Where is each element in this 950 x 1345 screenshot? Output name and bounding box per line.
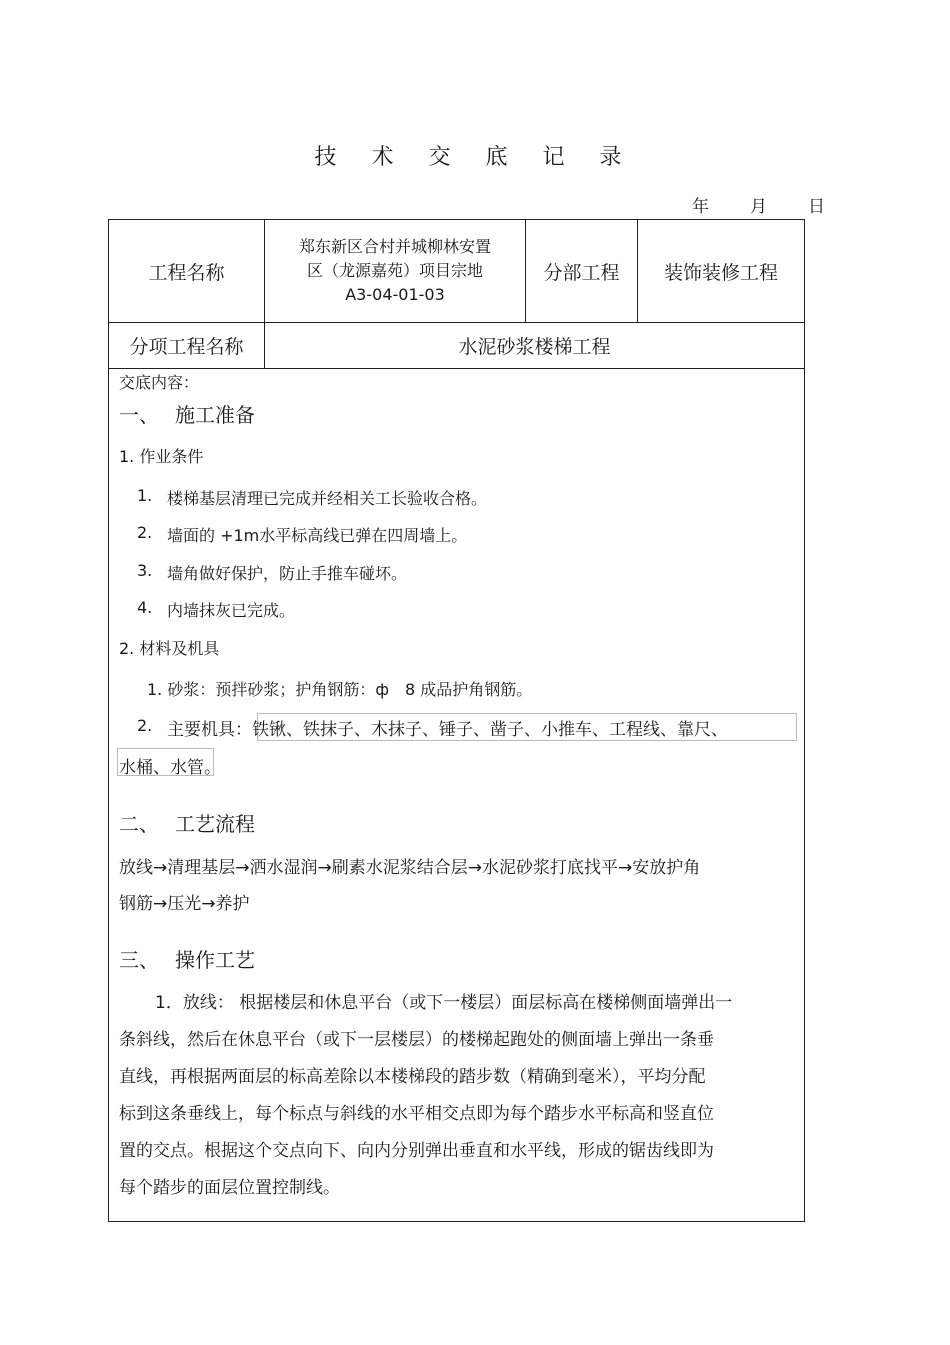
record-table (108, 219, 805, 1222)
section3-heading: 操作工艺 (175, 948, 255, 972)
operation-text-line: 置的交点。根据这个交点向下、向内分别弹出垂直和水平线，形成的锯齿线即为 (119, 1141, 714, 1161)
project-name-value (265, 220, 526, 322)
section3-number: 三、 (119, 948, 159, 972)
condition-text: 内墙抹灰已完成。 (167, 601, 296, 620)
condition-text: 墙角做好保护，防止手推车碰坏。 (167, 564, 408, 583)
materials-tools-line2: 水桶、水管。 (119, 758, 221, 778)
division-value: 装饰装修工程 (663, 261, 778, 284)
operation-text-line: 每个踏步的面层位置控制线。 (119, 1178, 340, 1198)
section2-number: 二、 (119, 812, 159, 836)
operation-text-line: 标到这条垂线上，每个标点与斜线的水平相交点即为每个踏步水平标高和竖直位 (119, 1104, 714, 1124)
header-row-project (109, 220, 804, 323)
date-line (692, 192, 825, 217)
condition-number: 4. (137, 598, 153, 617)
section1-heading: 施工准备 (175, 403, 255, 427)
project-name-line: 郑东新区合村并城柳林安置 (298, 237, 491, 256)
section2-heading: 工艺流程 (175, 812, 255, 836)
process-flow-line1: 放线→清理基层→洒水湿润→刷素水泥浆结合层→水泥砂浆打底找平→安放护角 (119, 858, 701, 878)
operation-text-line: 1．放线： 根据楼层和休息平台（或下一楼层）面层标高在楼梯侧面墙弹出一 (155, 993, 733, 1013)
header-row-subitem (109, 322, 804, 369)
content-label: 交底内容： (119, 373, 200, 392)
condition-number: 3. (137, 561, 153, 580)
materials-tools-number: 2. (137, 716, 153, 735)
subsection-materials: 2. 材料及机具 (119, 639, 220, 658)
condition-text: 楼梯基层清理已完成并经相关工长验收合格。 (167, 489, 488, 508)
subsection-work-conditions: 1. 作业条件 (119, 447, 204, 466)
date-day: 日 (808, 197, 825, 217)
materials-mortar: 1. 砂浆：预拌砂浆；护角钢筋：ф 8 成品护角钢筋。 (147, 680, 533, 699)
section1-number: 一、 (119, 403, 159, 427)
document-title: 技 术 交 底 记 录 (314, 145, 636, 170)
subitem-value: 水泥砂浆楼梯工程 (458, 335, 611, 358)
condition-number: 2. (137, 523, 153, 542)
materials-tools-line1: 主要机具：铁锹、铁抹子、木抹子、锤子、凿子、小推车、工程线、靠尺、 (167, 720, 728, 740)
condition-number: 1. (137, 486, 153, 505)
operation-text-line: 直线，再根据两面层的标高差除以本楼梯段的踏步数（精确到毫米），平均分配 (119, 1067, 706, 1087)
date-year: 年 (692, 197, 709, 217)
subitem-label: 分项工程名称 (109, 322, 265, 368)
division-label: 分部工程 (526, 220, 638, 322)
project-name-line: A3-04-01-03 (345, 285, 445, 304)
operation-text-line: 条斜线，然后在休息平台（或下一层楼层）的楼梯起跑处的侧面墙上弹出一条垂 (119, 1030, 714, 1050)
condition-text: 墙面的 +1m水平标高线已弹在四周墙上。 (167, 526, 468, 545)
project-name-line: 区（龙源嘉苑）项目宗地 (306, 261, 483, 280)
project-name-label: 工程名称 (109, 220, 265, 322)
process-flow-line2: 钢筋→压光→养护 (119, 894, 250, 914)
date-month: 月 (750, 197, 767, 217)
